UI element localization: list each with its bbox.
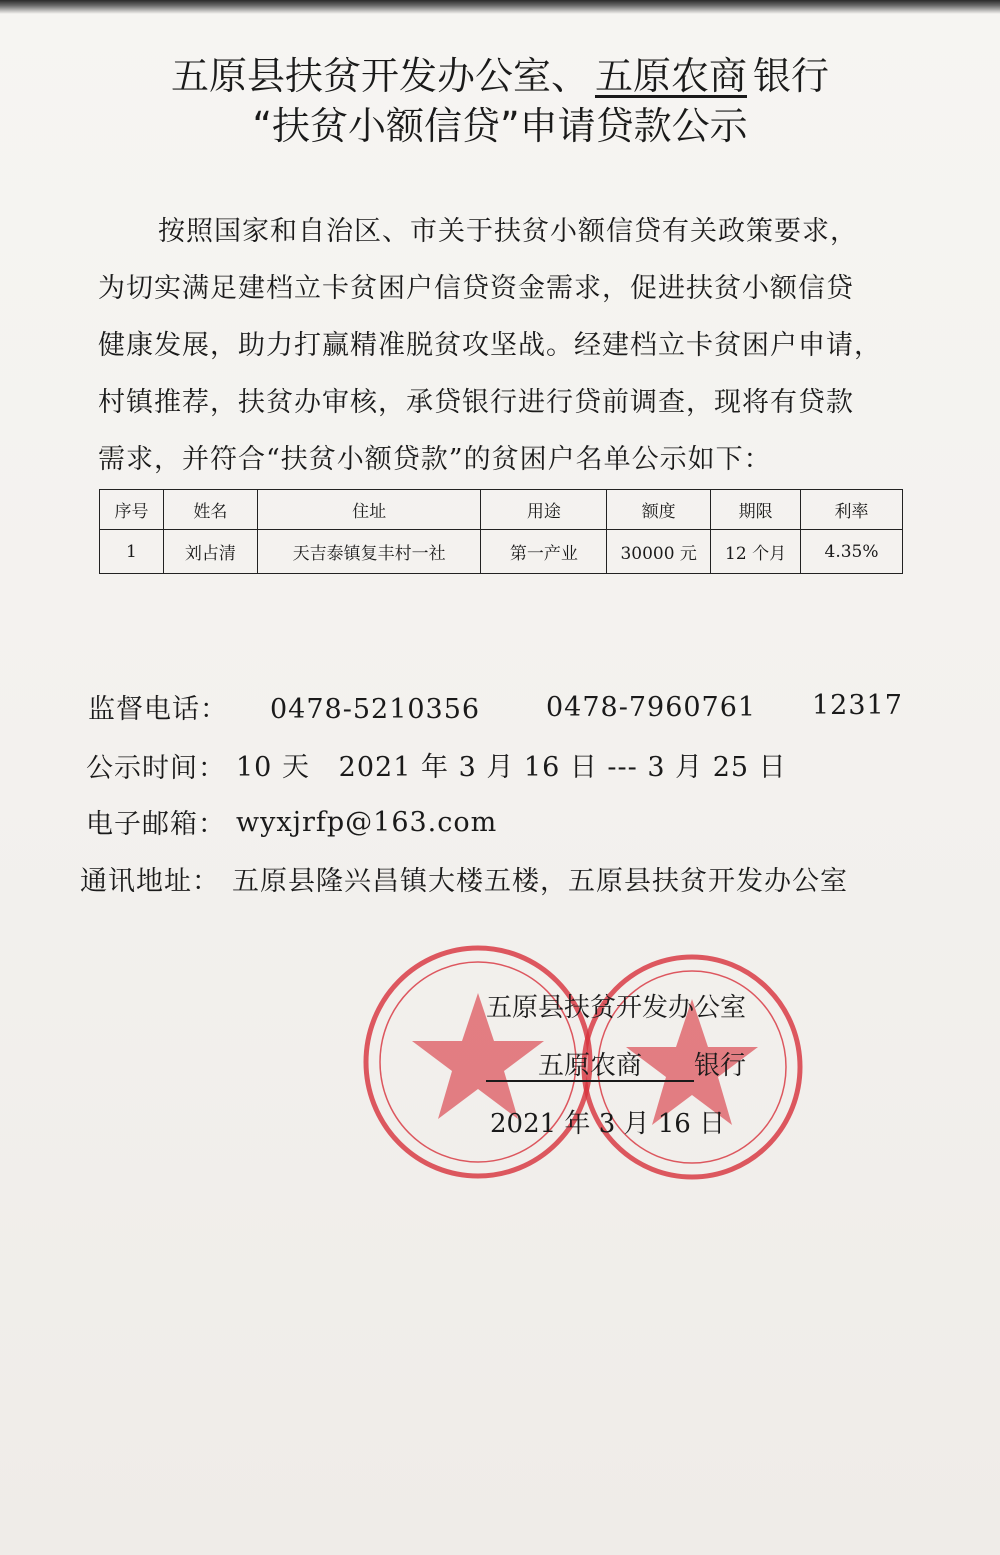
phone-label: 监督电话：	[88, 694, 228, 725]
period-label: 公示时间：	[86, 753, 226, 784]
intro-line: 需求，并符合“扶贫小额贷款”的贫困户名单公示如下：	[98, 444, 772, 475]
email-address: wyxjrfp@163.com	[236, 807, 498, 838]
col-header: 期限	[711, 490, 801, 530]
address-label: 通讯地址：	[80, 866, 220, 897]
phone-number-1: 0478-5210356	[270, 694, 481, 725]
intro-line: 为切实满足建档立卡贫困户信贷资金需求，促进扶贫小额信贷	[98, 273, 854, 304]
signature-bank-name	[486, 1051, 694, 1081]
mailing-address: 五原县隆兴昌镇大楼五楼，五原县扶贫开发办公室	[232, 866, 848, 897]
period-text: 10 天 2021 年 3 月 16 日 --- 3 月 25 日	[236, 752, 787, 783]
cell-index: 1	[100, 530, 164, 574]
intro-line: 按照国家和自治区、市关于扶贫小额信贷有关政策要求，	[158, 216, 858, 247]
signature-date: 2021 年 3 月 16 日	[490, 1109, 726, 1139]
signature-bank-name-text: 五原农商	[538, 1051, 643, 1081]
intro-line: 村镇推荐，扶贫办审核，承贷银行进行贷前调查，现将有贷款	[98, 387, 854, 418]
phone-number-3: 12317	[812, 690, 903, 721]
loan-table	[99, 489, 903, 574]
title-line-1	[0, 52, 1000, 100]
title-line-2: “扶贫小额信贷”申请贷款公示	[252, 104, 748, 148]
cell-rate: 4.35%	[801, 530, 903, 574]
signature-office: 五原县扶贫开发办公室	[486, 993, 747, 1023]
scan-edge-shadow	[0, 0, 1000, 14]
col-header: 利率	[801, 490, 903, 530]
intro-line: 健康发展，助力打赢精准脱贫攻坚战。经建档立卡贫困户申请，	[98, 330, 882, 361]
col-header: 序号	[100, 490, 164, 530]
intro-paragraph	[98, 203, 906, 488]
cell-address: 天吉泰镇复丰村一社	[257, 530, 481, 574]
signature-bank-suffix: 银行	[694, 1051, 747, 1081]
signature-bank	[486, 1046, 746, 1086]
title-bank-suffix: 银行	[753, 54, 830, 98]
table-row	[100, 530, 903, 574]
title-bank-name: 五原农商	[594, 54, 747, 98]
phone-number-2: 0478-7960761	[546, 692, 757, 723]
cell-amount: 30000 元	[607, 530, 711, 574]
email-label: 电子邮箱：	[86, 809, 226, 840]
table-header-row	[100, 490, 903, 530]
cell-term: 12 个月	[711, 530, 801, 574]
cell-name: 刘占清	[163, 530, 257, 574]
col-header: 住址	[257, 490, 481, 530]
col-header: 用途	[481, 490, 607, 530]
cell-purpose: 第一产业	[481, 530, 607, 574]
title-office: 五原县扶贫开发办公室、	[170, 54, 589, 98]
col-header: 姓名	[163, 490, 257, 530]
col-header: 额度	[607, 490, 711, 530]
